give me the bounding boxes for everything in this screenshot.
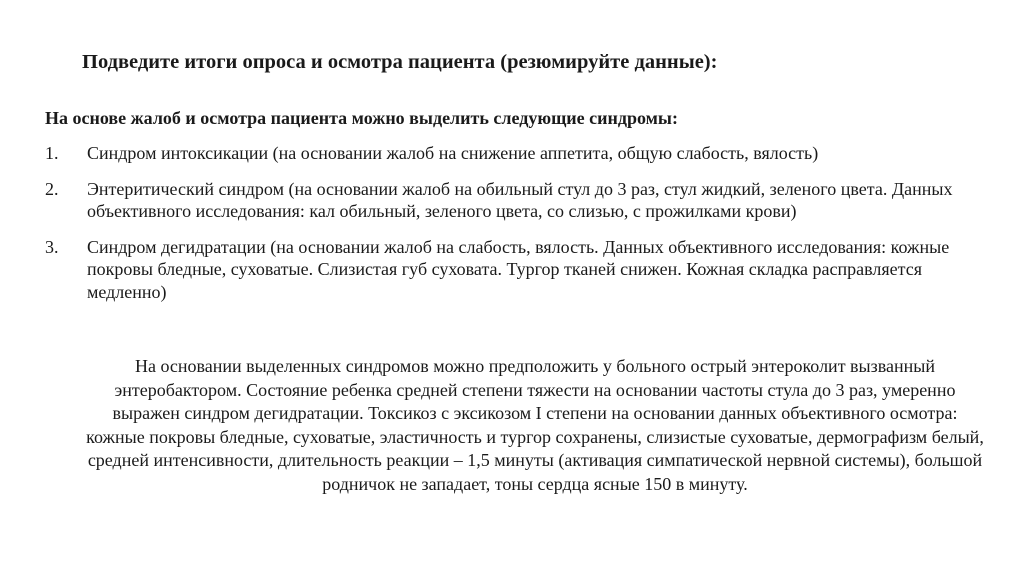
list-item xyxy=(45,142,985,165)
list-item-text: Энтеритический синдром (на основании жалоб на обильный стул до 3 раз, стул жидкий, зеленого цвета. Данных объективного исследования: кал обильный, зеленого цвета, со слизью, с прожилками крови) xyxy=(87,178,953,221)
list-item-text: Синдром интоксикации (на основании жалоб на снижение аппетита, общую слабость, вялость) xyxy=(87,143,819,163)
list-item-number: 2. xyxy=(45,178,59,199)
list-item-number: 3. xyxy=(45,236,59,257)
list-item xyxy=(45,236,985,304)
list-item-text: Синдром дегидратации (на основании жалоб на слабость, вялость. Данных объективного исследования: кожные покровы бледные, суховатые. Слизистая губ суховата. Тургор тканей снижен. Кожная складка расправляется медленно) xyxy=(87,236,950,302)
conclusion-paragraph: На основании выделенных синдромов можно предположить у больного острый энтероколит вызванный энтеробактором. Состояние ребенка средней степени тяжести на основании частоты стула до 3 раз, умеренно выражен синдром дегидратации. Токсикоз с эксикозом I степени на основании данных объективного осмотра: кожные покровы бледные, суховатые, эластичность и тургор сохранены, слизистые суховатые, дермографизм белый, средней интенсивности, длительность реакции – 1,5 минуты (активация симпатической нервной системы), большой родничок не западает, тоны сердца ясные 150 в минуту. xyxy=(86,356,984,494)
intro-heading: На основе жалоб и осмотра пациента можно выделить следующие синдромы: xyxy=(45,108,678,128)
syndrome-list xyxy=(45,142,985,316)
slide-title: Подведите итоги опроса и осмотра пациента (резюмируйте данные): xyxy=(82,51,718,73)
list-item-number: 1. xyxy=(45,143,59,163)
list-item xyxy=(45,178,985,223)
